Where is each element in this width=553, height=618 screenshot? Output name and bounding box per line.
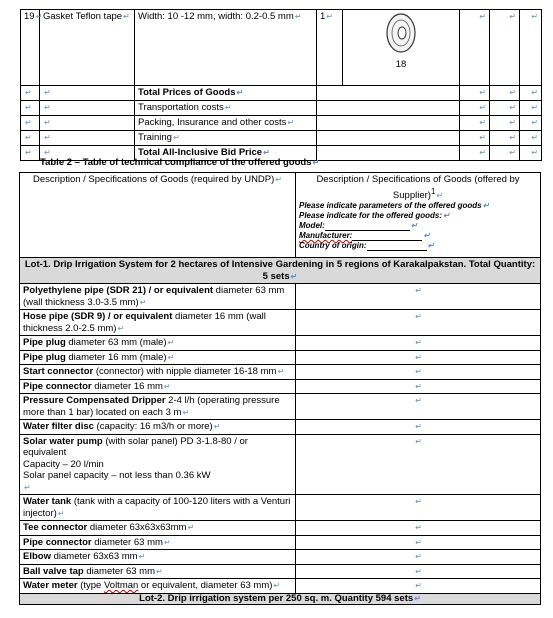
offered-spec-cell[interactable]: ↵	[296, 350, 541, 365]
table-row	[20, 350, 541, 365]
summary-label: Training↵	[135, 131, 317, 146]
item-description: Water meter (type Voltman or equivalent, diameter 63 mm)↵	[20, 579, 296, 594]
image-label: 18	[395, 58, 407, 70]
offered-spec-cell[interactable]: ↵	[296, 365, 541, 380]
summary-row: ↵ ↵ Packing, Insurance and other costs↵ ↵ ↵ ↵	[21, 116, 542, 131]
header-row	[20, 173, 541, 258]
summary-row: ↵ ↵ Training↵ ↵ ↵ ↵	[21, 131, 542, 146]
table2-caption: Table 2 – Table of technical compliance of the offered goods↵	[40, 157, 320, 168]
item-description: Elbow diameter 63x63 mm↵	[20, 550, 296, 565]
item-description: Pipe connector diameter 63 mm↵	[20, 535, 296, 550]
table-row	[20, 434, 541, 495]
offered-spec-cell[interactable]: ↵	[296, 336, 541, 351]
item-description: Pipe connector diameter 16 mm↵	[20, 379, 296, 394]
summary-label: Total All-Inclusive Bid Price↵	[135, 146, 317, 161]
item-description: Tee connector diameter 63x63x63mm↵	[20, 521, 296, 536]
table-row	[20, 550, 541, 565]
summary-label: Total Prices of Goods↵	[135, 86, 317, 101]
summary-row: ↵ ↵ Total All-Inclusive Bid Price↵ ↵ ↵ ↵	[21, 146, 542, 161]
item-number: 19↵	[21, 10, 40, 86]
table-row	[20, 394, 541, 420]
table-row	[20, 420, 541, 435]
item-description: Pipe plug diameter 16 mm (male)↵	[20, 350, 296, 365]
offered-spec-cell[interactable]: ↵	[296, 379, 541, 394]
lot2-row	[20, 593, 541, 604]
item-description: Pressure Compensated Dripper 2-4 l/h (operating pressure more than 1 bar) located on each 3 m↵	[20, 394, 296, 420]
offered-spec-cell[interactable]: ↵	[296, 394, 541, 420]
header-offered: Description / Specifications of Goods (offered by Supplier)$^1$↵ Please indicate parameters of the offered goods↵ Please indicate for the offered goods:↵ Model: ↵ Manufacturer: ↵ Country of origin: ↵	[296, 173, 541, 258]
table-row	[20, 284, 541, 310]
table-row	[20, 379, 541, 394]
offered-spec-cell[interactable]: ↵	[296, 550, 541, 565]
table-row	[20, 310, 541, 336]
table-row: 19↵ Gasket Teflon tape↵ Width: 10 -12 mm, width: 0.2-0.5 mm↵ 1↵ 18 ↵ ↵ ↵	[21, 10, 542, 86]
offered-spec-cell[interactable]: ↵	[296, 434, 541, 495]
offered-spec-cell[interactable]: ↵	[296, 420, 541, 435]
summary-row: ↵ ↵ Transportation costs↵ ↵ ↵ ↵	[21, 101, 542, 116]
item-description: Polyethylene pipe (SDR 21) / or equivalent diameter 63 mm (wall thickness 3.0-3.5 mm)↵	[20, 284, 296, 310]
item-image-cell	[343, 10, 460, 86]
offered-spec-cell[interactable]: ↵	[296, 535, 541, 550]
offered-spec-cell[interactable]: ↵	[296, 284, 541, 310]
item-spec: Width: 10 -12 mm, width: 0.2-0.5 mm↵	[135, 10, 317, 86]
table-row	[20, 564, 541, 579]
table-row	[20, 336, 541, 351]
offered-spec-cell[interactable]: ↵	[296, 564, 541, 579]
item-description: Water filter disc (capacity: 16 m3/h or more)↵	[20, 420, 296, 435]
lot1-row	[20, 258, 541, 284]
offered-spec-cell[interactable]: ↵	[296, 579, 541, 594]
summary-label: Transportation costs↵	[135, 101, 317, 116]
item-description: Solar water pump (with solar panel) PD 3-1.8-80 / or equivalent Capacity – 20 l/min Solar panel capacity – not less than 0.36 kW ↵	[20, 434, 296, 495]
lot1-heading: Lot-1. Drip Irrigation System for 2 hectares of Intensive Gardening in 5 regions of Karakalpakstan. Total Quantity: 5 sets↵	[20, 258, 541, 284]
item-name: Gasket Teflon tape↵	[40, 10, 135, 86]
table-row	[20, 495, 541, 521]
item-qty: 1↵	[317, 10, 343, 86]
lot2-heading: Lot-2. Drip irrigation system per 250 sq. m. Quantity 594 sets↵	[20, 593, 541, 604]
item-description: Pipe plug diameter 63 mm (male)↵	[20, 336, 296, 351]
item-description: Ball valve tap diameter 63 mm↵	[20, 564, 296, 579]
compliance-table	[19, 172, 541, 605]
table-row	[20, 521, 541, 536]
table-row	[20, 535, 541, 550]
summary-label: Packing, Insurance and other costs↵	[135, 116, 317, 131]
header-required: Description / Specifications of Goods (required by UNDP)↵	[20, 173, 296, 258]
offered-spec-cell[interactable]: ↵	[296, 310, 541, 336]
summary-row: ↵ ↵ Total Prices of Goods↵ ↵ ↵ ↵	[21, 86, 542, 101]
item-description: Start connector (connector) with nipple diameter 16-18 mm↵	[20, 365, 296, 380]
offered-spec-cell[interactable]: ↵	[296, 495, 541, 521]
item-description: Hose pipe (SDR 9) / or equivalent diameter 16 mm (wall thickness 2.0-2.5 mm)↵	[20, 310, 296, 336]
table-row	[20, 365, 541, 380]
gasket-ring-image	[381, 11, 421, 55]
item-description: Water tank (tank with a capacity of 100-120 liters with a Venturi injector)↵	[20, 495, 296, 521]
price-table	[20, 9, 542, 161]
offered-spec-cell[interactable]: ↵	[296, 521, 541, 536]
table-row	[20, 579, 541, 594]
supplier-notes: Please indicate parameters of the offered goods↵ Please indicate for the offered goods:↵ Model: ↵ Manufacturer: ↵ Country of origin: ↵	[299, 201, 490, 251]
